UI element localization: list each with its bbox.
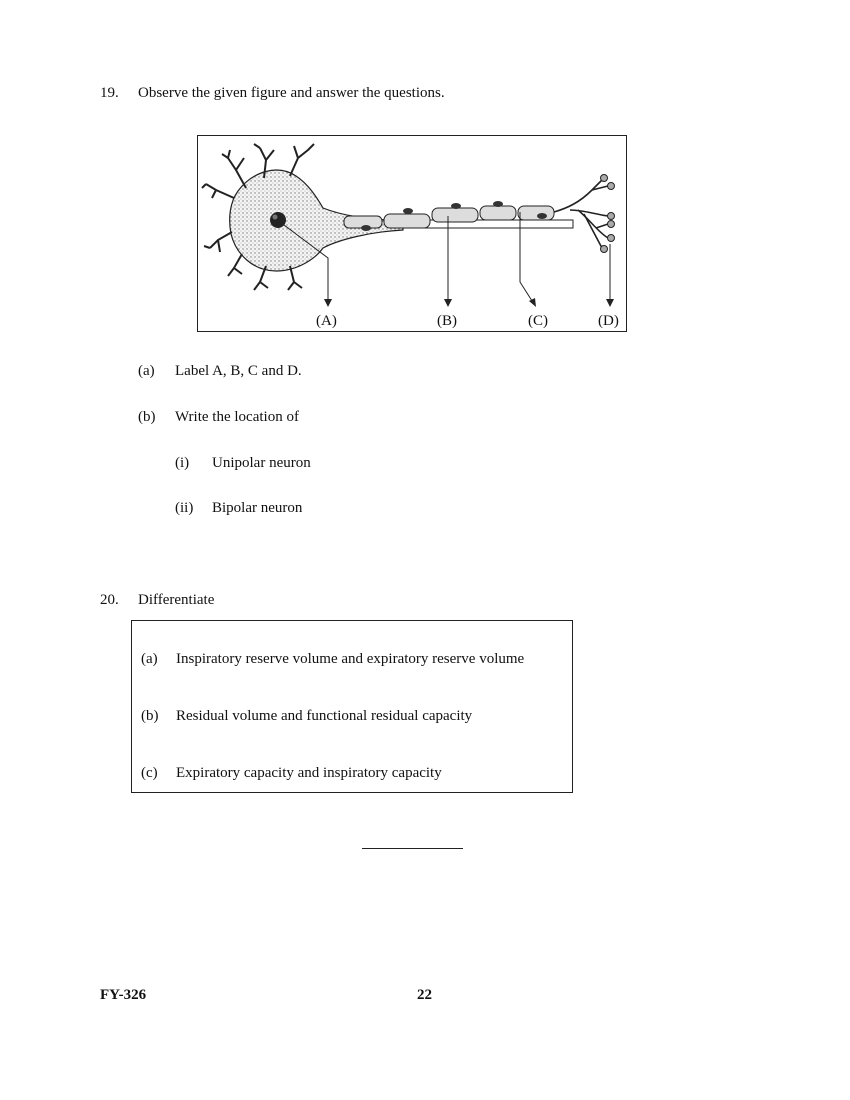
figure-label-d: (D): [598, 313, 619, 329]
q19-subpart-ii-marker: (ii): [175, 500, 194, 516]
figure-label-c: (C): [528, 313, 548, 329]
q19-subpart-i-marker: (i): [175, 455, 190, 471]
figure-label-b: (B): [437, 313, 457, 329]
footer-page-number: 22: [417, 987, 432, 1003]
nucleus: [270, 212, 286, 228]
footer-code: FY-326: [100, 987, 147, 1003]
q19-number: 19.: [100, 85, 119, 101]
q19-subpart-i-text: Unipolar neuron: [212, 455, 311, 471]
q20-part-c-text: Expiratory capacity and inspiratory capacity: [176, 765, 442, 781]
q20-part-c-marker: (c): [141, 765, 158, 781]
q20-part-b-marker: (b): [141, 708, 159, 724]
q19-part-b-text: Write the location of: [175, 409, 299, 425]
axon: [344, 201, 573, 231]
q20-part-a-text: Inspiratory reserve volume and expiratory reserve volume: [176, 651, 525, 667]
q20-box: [131, 620, 573, 793]
neuron-diagram-icon: [198, 136, 628, 333]
q19-subpart-ii-text: Bipolar neuron: [212, 500, 303, 516]
q20-prompt: Differentiate: [138, 592, 215, 608]
figure-label-a: (A): [316, 313, 337, 329]
end-rule: [362, 848, 463, 849]
neuron-figure: [197, 135, 627, 332]
q20-part-b-text: Residual volume and functional residual capacity: [176, 708, 473, 724]
q19-part-a-text: Label A, B, C and D.: [175, 363, 302, 379]
q19-prompt: Observe the given figure and answer the questions.: [138, 85, 445, 101]
q20-part-a-marker: (a): [141, 651, 158, 667]
q19-part-b-marker: (b): [138, 409, 156, 425]
q19-part-a-marker: (a): [138, 363, 155, 379]
axon-terminals: [554, 180, 608, 248]
q20-number: 20.: [100, 592, 119, 608]
